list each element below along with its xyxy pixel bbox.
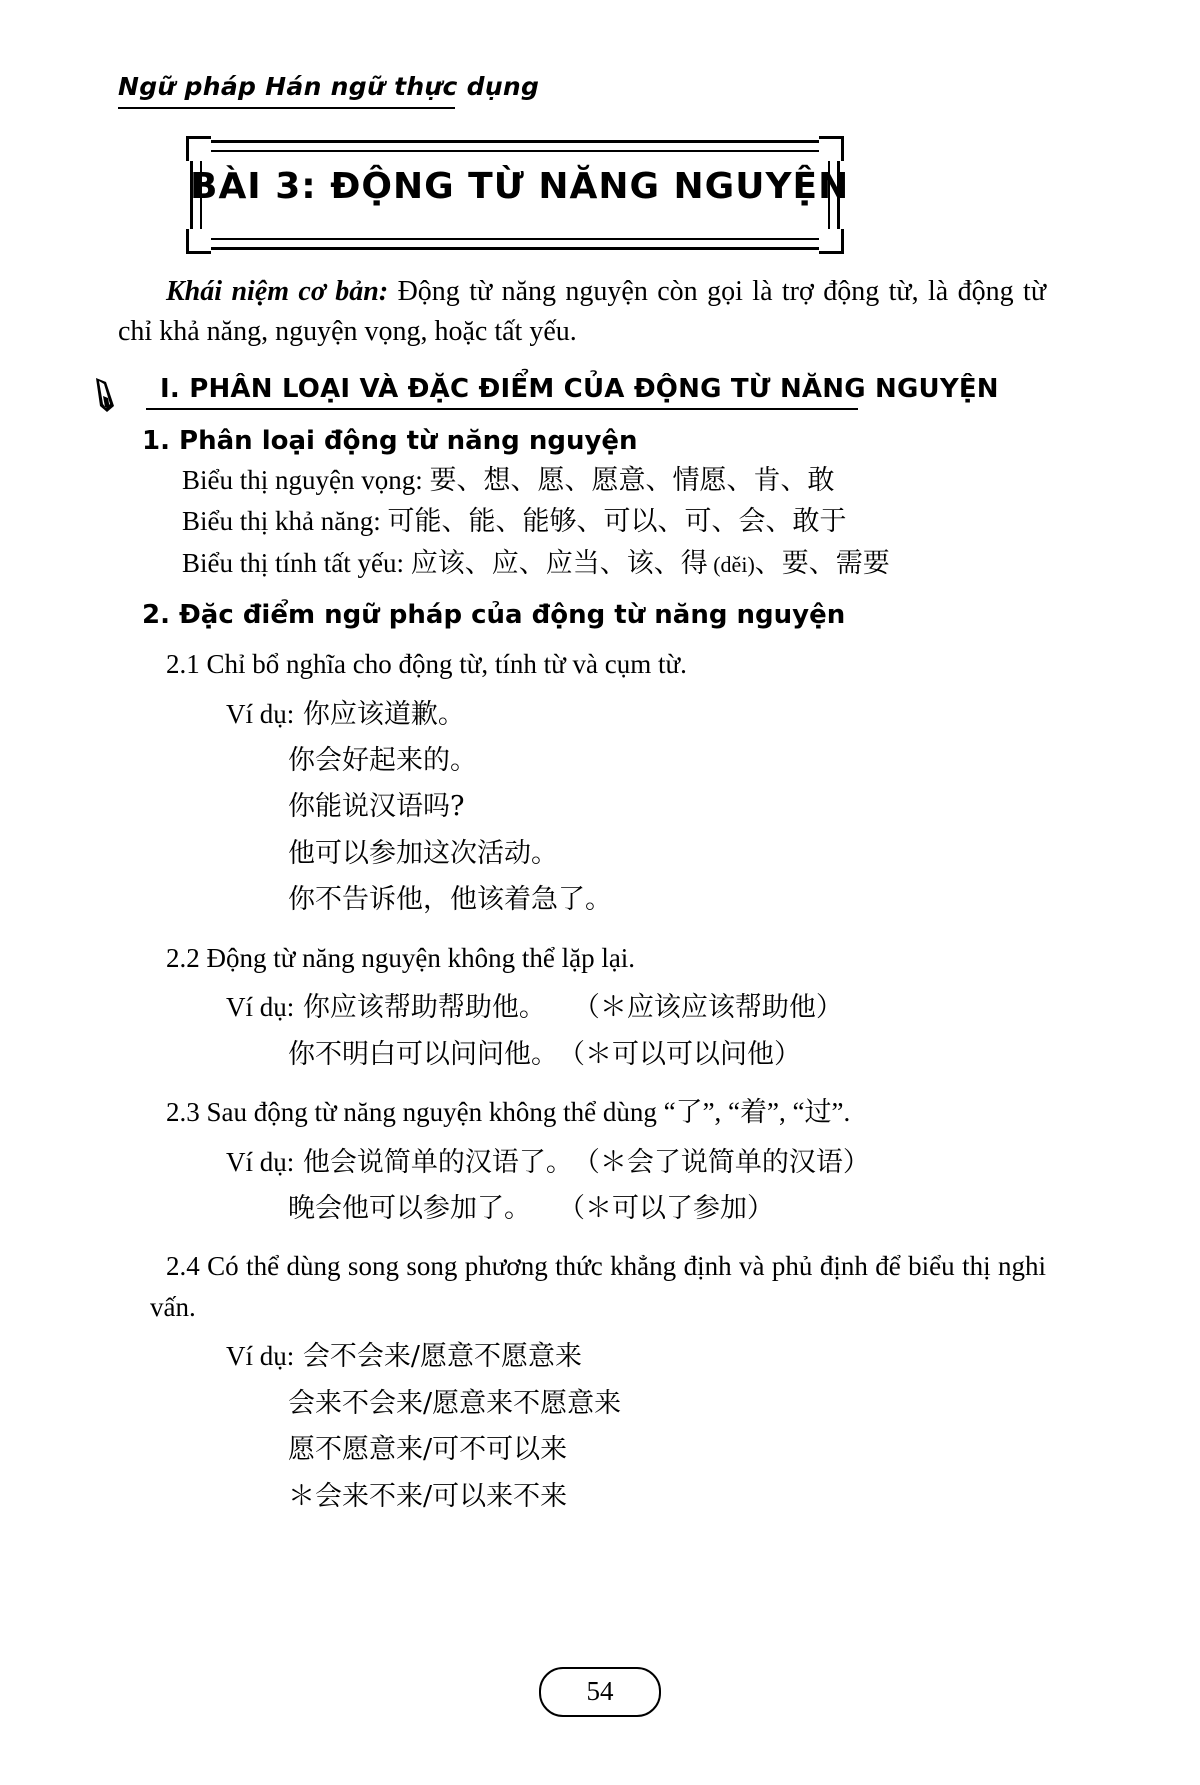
frame-corner-ornament bbox=[819, 229, 844, 254]
example-line bbox=[226, 1474, 1046, 1520]
section-heading-rule bbox=[146, 408, 858, 410]
example-line bbox=[226, 1032, 1046, 1078]
example-chinese: 你应该帮助帮助他。 （＊应该应该帮助他） bbox=[302, 992, 843, 1024]
pen-icon bbox=[90, 376, 124, 414]
example-chinese: 晚会他可以参加了。 （＊可以了参加） bbox=[288, 1193, 774, 1224]
example-chinese: ＊会来不来/可以来不来 bbox=[288, 1480, 568, 1512]
example-line bbox=[226, 738, 1046, 784]
example-chinese: 他会说简单的汉语了。 （＊会了说简单的汉语） bbox=[302, 1146, 870, 1178]
rule-text-2-2: 2.2 Động từ năng nguyện không thể lặp lại. bbox=[166, 942, 636, 973]
rule-text-2-4: 2.4 Có thể dùng song song phương thức khẳng định và phủ định để biểu thị nghi vấn. bbox=[150, 1251, 1046, 1322]
classification-line bbox=[118, 543, 1046, 585]
rule-text-2-3: 2.3 Sau động từ năng nguyện không thể dùng “了”, “着”, “过”. bbox=[166, 1097, 851, 1128]
example-block-2-3 bbox=[118, 1139, 1046, 1233]
running-head-text: Ngữ pháp Hán ngữ thực dụng bbox=[118, 72, 540, 101]
example-block-2-4 bbox=[118, 1333, 1046, 1520]
example-chinese: 你不告诉他，他该着急了。 bbox=[288, 884, 612, 916]
example-label: Ví dụ: bbox=[226, 992, 295, 1023]
classification-chinese: 要、想、愿、愿意、情愿、肯、敢 bbox=[429, 464, 835, 496]
example-chinese: 他可以参加这次活动。 bbox=[288, 837, 558, 869]
example-block-2-2 bbox=[118, 984, 1046, 1078]
example-block-2-1 bbox=[118, 691, 1046, 924]
example-line bbox=[226, 1427, 1046, 1473]
example-chinese: 会不会来/愿意不愿意来 bbox=[302, 1341, 582, 1373]
example-label: Ví dụ: bbox=[226, 1146, 295, 1177]
example-line bbox=[226, 1381, 1046, 1427]
intro-lead-label: Khái niệm cơ bản: bbox=[166, 276, 389, 307]
frame-corner-ornament bbox=[186, 136, 211, 161]
example-chinese: 会来不会来/愿意来不愿意来 bbox=[288, 1387, 622, 1419]
section-heading-text: I. PHÂN LOẠI VÀ ĐẶC ĐIỂM CỦA ĐỘNG TỪ NĂNG NGUYỆN bbox=[160, 373, 999, 404]
intro-paragraph bbox=[118, 272, 1046, 352]
document-body bbox=[118, 272, 1046, 1520]
running-head-rule bbox=[118, 107, 455, 109]
example-line bbox=[226, 1139, 1046, 1186]
frame-corner-ornament bbox=[819, 136, 844, 161]
example-label: Ví dụ: bbox=[226, 1341, 295, 1372]
frame-corner-ornament bbox=[186, 229, 211, 254]
example-chinese: 你能说汉语吗? bbox=[288, 791, 465, 823]
chapter-title: BÀI 3: ĐỘNG TỪ NĂNG NGUYỆN bbox=[190, 166, 850, 207]
example-line bbox=[226, 984, 1046, 1031]
example-label: Ví dụ: bbox=[226, 698, 295, 729]
subsection-heading-1: 1. Phân loại động từ năng nguyện bbox=[142, 425, 638, 456]
classification-label: Biểu thị tính tất yếu: bbox=[182, 547, 411, 578]
section-heading-1 bbox=[118, 374, 1046, 410]
rule-text-2-1: 2.1 Chỉ bổ nghĩa cho động từ, tính từ và cụm từ. bbox=[166, 649, 687, 679]
example-line bbox=[226, 1186, 1046, 1232]
example-line bbox=[226, 784, 1046, 830]
classification-line bbox=[118, 501, 1046, 543]
classification-chinese: 可能、能、能够、可以、可、会、敢于 bbox=[387, 506, 847, 537]
example-chinese: 你不明白可以问问他。 （＊可以可以问他） bbox=[288, 1038, 801, 1070]
classification-label: Biểu thị khả năng: bbox=[182, 506, 388, 536]
intro-text: Động từ năng nguyện còn gọi là trợ động từ, là động từ chỉ khả năng, nguyện vọng, hoặc tất yếu. bbox=[118, 276, 1046, 347]
running-head bbox=[118, 72, 1018, 109]
example-chinese: 愿不愿意来/可不可以来 bbox=[288, 1434, 568, 1466]
example-line bbox=[226, 877, 1046, 923]
example-chinese: 你会好起来的。 bbox=[288, 744, 477, 776]
example-chinese: 你应该道歉。 bbox=[302, 698, 465, 730]
classification-chinese: 应该、应、应当、该、得 bbox=[410, 547, 708, 579]
classification-chinese-cont: 、要、需要 bbox=[754, 547, 890, 579]
page-number: 54 bbox=[539, 1667, 661, 1717]
subsection-heading-2: 2. Đặc điểm ngữ pháp của động từ năng nguyện bbox=[142, 600, 846, 630]
classification-label: Biểu thị nguyện vọng: bbox=[182, 464, 430, 495]
example-line bbox=[226, 831, 1046, 877]
classification-line bbox=[118, 460, 1046, 502]
classification-pinyin: (děi) bbox=[707, 551, 755, 577]
chapter-title-frame bbox=[190, 140, 850, 250]
example-line bbox=[226, 691, 1046, 738]
example-line bbox=[226, 1333, 1046, 1380]
